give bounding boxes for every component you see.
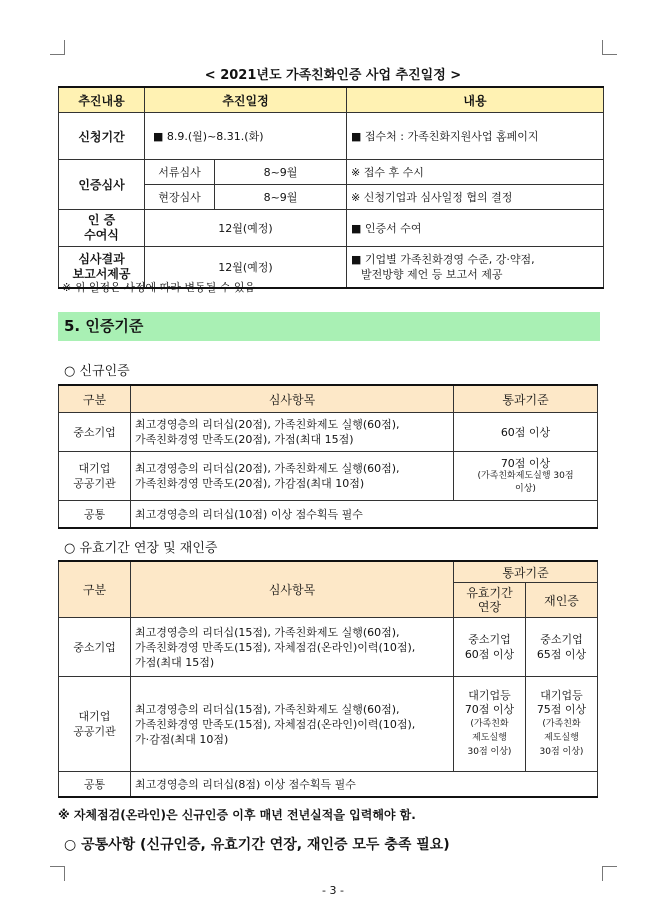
items-cell: [131, 452, 454, 501]
schedule-date: 12월(예정): [145, 247, 347, 289]
pass-cell: [454, 452, 598, 501]
items-cell: [131, 618, 454, 677]
pass-cell: [454, 677, 526, 772]
review-type: 현장심사: [145, 185, 215, 210]
header-cell: 통과기준: [454, 561, 598, 583]
category-line: 공공기관: [73, 725, 116, 738]
category-cell: 공통: [59, 772, 131, 798]
header-cell: 추진내용: [59, 87, 145, 113]
pass-line: 30점 이상): [539, 747, 584, 757]
schedule-table: [58, 86, 604, 289]
new-cert-table: [58, 384, 598, 529]
pass-line: 75점 이상: [536, 703, 587, 716]
category-cell: [59, 677, 131, 772]
review-period: 8~9월: [215, 160, 347, 185]
table-row: [59, 413, 598, 452]
pass-line: 65점 이상: [536, 648, 587, 661]
category-line: 공공기관: [73, 477, 116, 490]
schedule-content: ■ 접수처 : 가족친화지원사업 홈페이지: [347, 113, 604, 160]
header-cell: 추진일정: [145, 87, 347, 113]
pass-line: 30점 이상): [467, 747, 512, 757]
header-line: 유효기간: [466, 586, 513, 600]
pass-line: 중소기업: [468, 633, 511, 646]
table-header-row: [59, 561, 598, 583]
review-period: 8~9월: [215, 185, 347, 210]
items-line: 최고경영층의 리더십(15점), 가족친화제도 실행(60점),: [135, 702, 400, 716]
renewal-heading: ○ 유효기간 연장 및 재인증: [64, 541, 218, 556]
pass-cell: [526, 677, 598, 772]
items-line: 최고경영층의 리더십(15점), 가족친화제도 실행(60점),: [135, 625, 400, 639]
row-label: 인증심사: [59, 160, 145, 210]
table-row: [59, 501, 598, 529]
table-row: [59, 452, 598, 501]
self-check-note: ※ 자체점검(온라인)은 신규인증 이후 매년 전년실적을 입력해야 함.: [58, 808, 416, 822]
items-line: 가·감점(최대 10점): [135, 732, 229, 746]
category-cell: 공통: [59, 501, 131, 529]
header-cell: 통과기준: [454, 385, 598, 413]
header-line: 연장: [477, 600, 502, 614]
content-line: ■ 기업별 가족친화경영 수준, 강·약점,: [351, 253, 535, 266]
items-line: 최고경영층의 리더십(20점), 가족친화제도 실행(60점),: [135, 418, 400, 431]
category-line: 대기업: [78, 462, 111, 475]
schedule-note: ※ 위 일정은 사정에 따라 변동될 수 있음: [62, 281, 256, 294]
category-cell: [59, 452, 131, 501]
pass-line: (가족친화: [470, 719, 509, 729]
row-label: 신청기간: [59, 113, 145, 160]
pass-line: 대기업등: [540, 689, 583, 702]
pass-line: (가족친화제도실행 30점: [477, 470, 574, 481]
items-line: 가족친화경영 만족도(15점), 자체점검(온라인)이력(10점),: [135, 717, 416, 731]
pass-line: 이상): [515, 483, 536, 494]
schedule-date: 12월(예정): [145, 210, 347, 247]
content-line: 발전방향 제언 등 보고서 제공: [361, 268, 503, 281]
pass-cell: [454, 618, 526, 677]
schedule-date: ■ 8.9.(월)~8.31.(화): [145, 113, 347, 160]
items-cell: 최고경영층의 리더십(10점) 이상 점수획득 필수: [131, 501, 598, 529]
renewal-table: [58, 560, 598, 798]
table-header-row: [59, 385, 598, 413]
items-line: 가족친화경영 만족도(20점), 가점(최대 15점): [135, 433, 354, 446]
category-line: 대기업: [78, 710, 111, 723]
header-cell: 심사항목: [131, 561, 454, 618]
schedule-content: ※ 접수 후 수시: [347, 160, 604, 185]
table-row: [59, 772, 598, 798]
pass-line: 70점 이상: [464, 703, 515, 716]
schedule-content: ※ 신청기업과 심사일정 협의 결정: [347, 185, 604, 210]
header-cell: [454, 583, 526, 618]
row-label: [59, 210, 145, 247]
common-heading: ○ 공통사항 (신규인증, 유효기간 연장, 재인증 모두 충족 필요): [64, 837, 450, 853]
pass-line: (가족친화: [542, 719, 581, 729]
page-corner-mark: [602, 40, 617, 55]
items-line: 가점(최대 15점): [135, 655, 215, 669]
header-cell: 구분: [59, 561, 131, 618]
page-corner-mark: [50, 40, 65, 55]
table-row: [59, 210, 604, 247]
pass-line: 제도실행: [544, 733, 579, 743]
pass-line: 70점 이상: [500, 456, 551, 470]
items-cell: 최고경영층의 리더십(8점) 이상 점수획득 필수: [131, 772, 598, 798]
pass-line: 중소기업: [540, 633, 583, 646]
pass-line: 60점 이상: [464, 648, 515, 661]
page-corner-mark: [50, 866, 65, 881]
review-type: 서류심사: [145, 160, 215, 185]
schedule-content: [347, 247, 604, 289]
category-cell: 중소기업: [59, 618, 131, 677]
table-row: [59, 160, 604, 185]
section-title: 5. 인증기준: [58, 312, 600, 341]
pass-line: 제도실행: [472, 733, 507, 743]
table-row: [59, 113, 604, 160]
pass-line: 대기업등: [468, 689, 511, 702]
items-cell: [131, 413, 454, 452]
page-corner-mark: [602, 866, 617, 881]
schedule-title: < 2021년도 가족친화인증 사업 추진일정 >: [204, 68, 462, 83]
pass-cell: [526, 618, 598, 677]
row-label-line: 인 증: [87, 213, 116, 227]
items-line: 최고경영층의 리더십(20점), 가족친화제도 실행(60점),: [135, 462, 400, 475]
row-label-line: 심사결과: [78, 252, 125, 266]
pass-cell: 60점 이상: [454, 413, 598, 452]
schedule-content: ■ 인증서 수여: [347, 210, 604, 247]
row-label-line: 수여식: [84, 228, 119, 242]
new-cert-heading: ○ 신규인증: [64, 364, 130, 379]
table-row: [59, 677, 598, 772]
category-cell: 중소기업: [59, 413, 131, 452]
table-row: [59, 618, 598, 677]
page-number: - 3 -: [322, 884, 344, 897]
header-cell: 재인증: [526, 583, 598, 618]
header-cell: 구분: [59, 385, 131, 413]
schedule-header-row: [59, 87, 604, 113]
header-cell: 내용: [347, 87, 604, 113]
row-label-line: 보고서제공: [72, 267, 131, 281]
header-cell: 심사항목: [131, 385, 454, 413]
items-cell: [131, 677, 454, 772]
items-line: 가족친화경영 만족도(15점), 자체점검(온라인)이력(10점),: [135, 640, 416, 654]
items-line: 가족친화경영 만족도(20점), 가감점(최대 10점): [135, 477, 365, 490]
